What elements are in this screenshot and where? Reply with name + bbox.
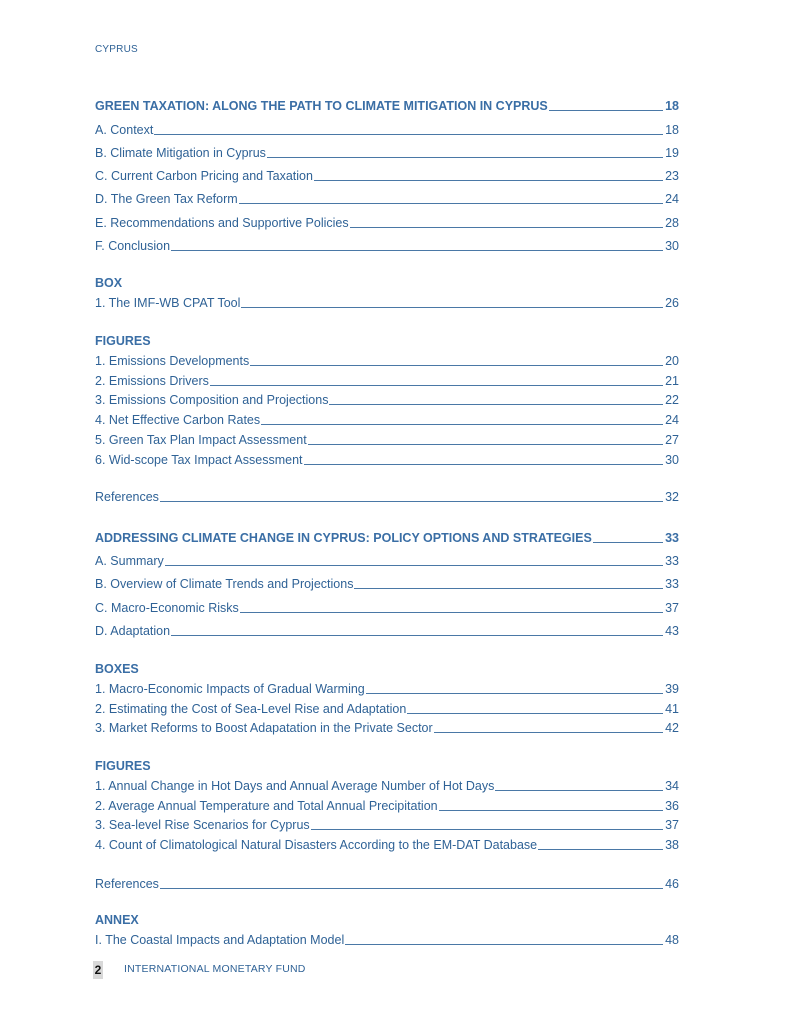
toc-entry[interactable] (95, 718, 679, 736)
box-heading: BOX (95, 276, 123, 290)
toc-entry[interactable] (95, 621, 679, 639)
leader-line (439, 810, 663, 811)
toc-label: 1. Emissions Developments (95, 354, 250, 368)
toc-section-title[interactable] (95, 96, 679, 114)
toc-entry[interactable] (95, 189, 679, 207)
toc-entry[interactable] (95, 430, 679, 448)
toc-page: 32 (665, 490, 679, 504)
leader-line (250, 365, 663, 366)
toc-label: 2. Average Annual Temperature and Total Annual Precipitation (95, 799, 438, 813)
toc-page: 28 (665, 216, 679, 230)
toc-page: 30 (665, 453, 679, 467)
toc-label: C. Macro-Economic Risks (95, 601, 239, 615)
toc-entry[interactable] (95, 551, 679, 569)
leader-line (160, 888, 663, 889)
leader-line (171, 635, 663, 636)
toc-entry[interactable] (95, 835, 679, 853)
leader-line (495, 790, 663, 791)
toc-page: 34 (665, 779, 679, 793)
toc-page: 37 (665, 601, 679, 615)
leader-line (154, 134, 663, 135)
leader-line (345, 944, 663, 945)
toc-label: I. The Coastal Impacts and Adaptation Model (95, 933, 345, 947)
toc-label: D. The Green Tax Reform (95, 192, 238, 206)
toc-page: 33 (665, 554, 679, 568)
figures-heading: FIGURES (95, 334, 151, 348)
leader-line (171, 250, 663, 251)
leader-line (241, 307, 663, 308)
toc-entry[interactable] (95, 679, 679, 697)
toc-label: 3. Emissions Composition and Projections (95, 393, 329, 407)
toc-page: 33 (665, 531, 679, 545)
toc-page: 21 (665, 374, 679, 388)
toc-label: C. Current Carbon Pricing and Taxation (95, 169, 313, 183)
toc-page: 22 (665, 393, 679, 407)
leader-line (549, 110, 663, 111)
toc-entry[interactable] (95, 120, 679, 138)
toc-page: 33 (665, 577, 679, 591)
leader-line (354, 588, 663, 589)
leader-line (261, 424, 663, 425)
toc-label: 1. Annual Change in Hot Days and Annual Average Number of Hot Days (95, 779, 495, 793)
toc-entry[interactable] (95, 166, 679, 184)
toc-page: 18 (665, 123, 679, 137)
toc-page: 38 (665, 838, 679, 852)
leader-line (407, 713, 663, 714)
toc-label: 1. Macro-Economic Impacts of Gradual Warming (95, 682, 365, 696)
toc-entry[interactable] (95, 699, 679, 717)
running-header: CYPRUS (95, 44, 138, 55)
boxes-heading: BOXES (95, 662, 139, 676)
toc-page: 48 (665, 933, 679, 947)
footer-publisher: INTERNATIONAL MONETARY FUND (124, 963, 306, 975)
toc-entry[interactable] (95, 776, 679, 794)
toc-page: 43 (665, 624, 679, 638)
leader-line (366, 693, 663, 694)
toc-page: 24 (665, 192, 679, 206)
toc-label: B. Climate Mitigation in Cyprus (95, 146, 266, 160)
figures-heading: FIGURES (95, 759, 151, 773)
toc-label: A. Context (95, 123, 154, 137)
toc-page: 39 (665, 682, 679, 696)
toc-entry[interactable] (95, 236, 679, 254)
toc-entry[interactable] (95, 143, 679, 161)
toc-entry[interactable] (95, 213, 679, 231)
leader-line (434, 732, 663, 733)
toc-label: D. Adaptation (95, 624, 171, 638)
toc-label: References (95, 877, 159, 891)
leader-line (329, 404, 663, 405)
leader-line (239, 203, 663, 204)
toc-label: F. Conclusion (95, 239, 171, 253)
toc-label: GREEN TAXATION: ALONG THE PATH TO CLIMATE MITIGATION IN CYPRUS (95, 99, 548, 113)
toc-page: 30 (665, 239, 679, 253)
leader-line (350, 227, 663, 228)
toc-label: 3. Sea-level Rise Scenarios for Cyprus (95, 818, 310, 832)
toc-entry[interactable] (95, 450, 679, 468)
toc-entry[interactable] (95, 815, 679, 833)
toc-page: 27 (665, 433, 679, 447)
leader-line (160, 501, 663, 502)
toc-label: B. Overview of Climate Trends and Projections (95, 577, 354, 591)
toc-label: 1. The IMF-WB CPAT Tool (95, 296, 241, 310)
toc-page: 42 (665, 721, 679, 735)
leader-line (165, 565, 663, 566)
toc-label: 6. Wid-scope Tax Impact Assessment (95, 453, 303, 467)
toc-page: 18 (665, 99, 679, 113)
toc-label: 2. Estimating the Cost of Sea-Level Rise and Adaptation (95, 702, 407, 716)
toc-entry[interactable] (95, 371, 679, 389)
toc-page: 36 (665, 799, 679, 813)
toc-entry[interactable] (95, 796, 679, 814)
toc-section-title[interactable] (95, 528, 679, 546)
toc-page: 24 (665, 413, 679, 427)
toc-page: 41 (665, 702, 679, 716)
toc-entry[interactable] (95, 598, 679, 616)
toc-page: 46 (665, 877, 679, 891)
toc-entry[interactable] (95, 293, 679, 311)
toc-label: 5. Green Tax Plan Impact Assessment (95, 433, 307, 447)
toc-entry[interactable] (95, 351, 679, 369)
toc-page: 37 (665, 818, 679, 832)
toc-entry-references[interactable] (95, 874, 679, 892)
annex-heading: ANNEX (95, 913, 139, 927)
toc-label: A. Summary (95, 554, 164, 568)
toc-label: References (95, 490, 159, 504)
toc-label: 4. Net Effective Carbon Rates (95, 413, 261, 427)
toc-page: 20 (665, 354, 679, 368)
leader-line (314, 180, 663, 181)
toc-label: 2. Emissions Drivers (95, 374, 209, 388)
footer-page-number: 2 (94, 963, 102, 977)
leader-line (538, 849, 663, 850)
toc-label: E. Recommendations and Supportive Policies (95, 216, 349, 230)
leader-line (304, 464, 664, 465)
toc-page: 19 (665, 146, 679, 160)
leader-line (308, 444, 663, 445)
toc-label: 4. Count of Climatological Natural Disasters According to the EM-DAT Database (95, 838, 538, 852)
leader-line (210, 385, 663, 386)
leader-line (267, 157, 663, 158)
toc-label: 3. Market Reforms to Boost Adapatation in the Private Sector (95, 721, 433, 735)
leader-line (311, 829, 663, 830)
leader-line (593, 542, 663, 543)
leader-line (240, 612, 663, 613)
toc-entry-references[interactable] (95, 487, 679, 505)
toc-entry[interactable] (95, 410, 679, 428)
toc-page: 23 (665, 169, 679, 183)
toc-entry[interactable] (95, 390, 679, 408)
toc-entry[interactable] (95, 574, 679, 592)
toc-entry[interactable] (95, 930, 679, 948)
toc-page: 26 (665, 296, 679, 310)
toc-label: ADDRESSING CLIMATE CHANGE IN CYPRUS: POLICY OPTIONS AND STRATEGIES (95, 531, 592, 545)
